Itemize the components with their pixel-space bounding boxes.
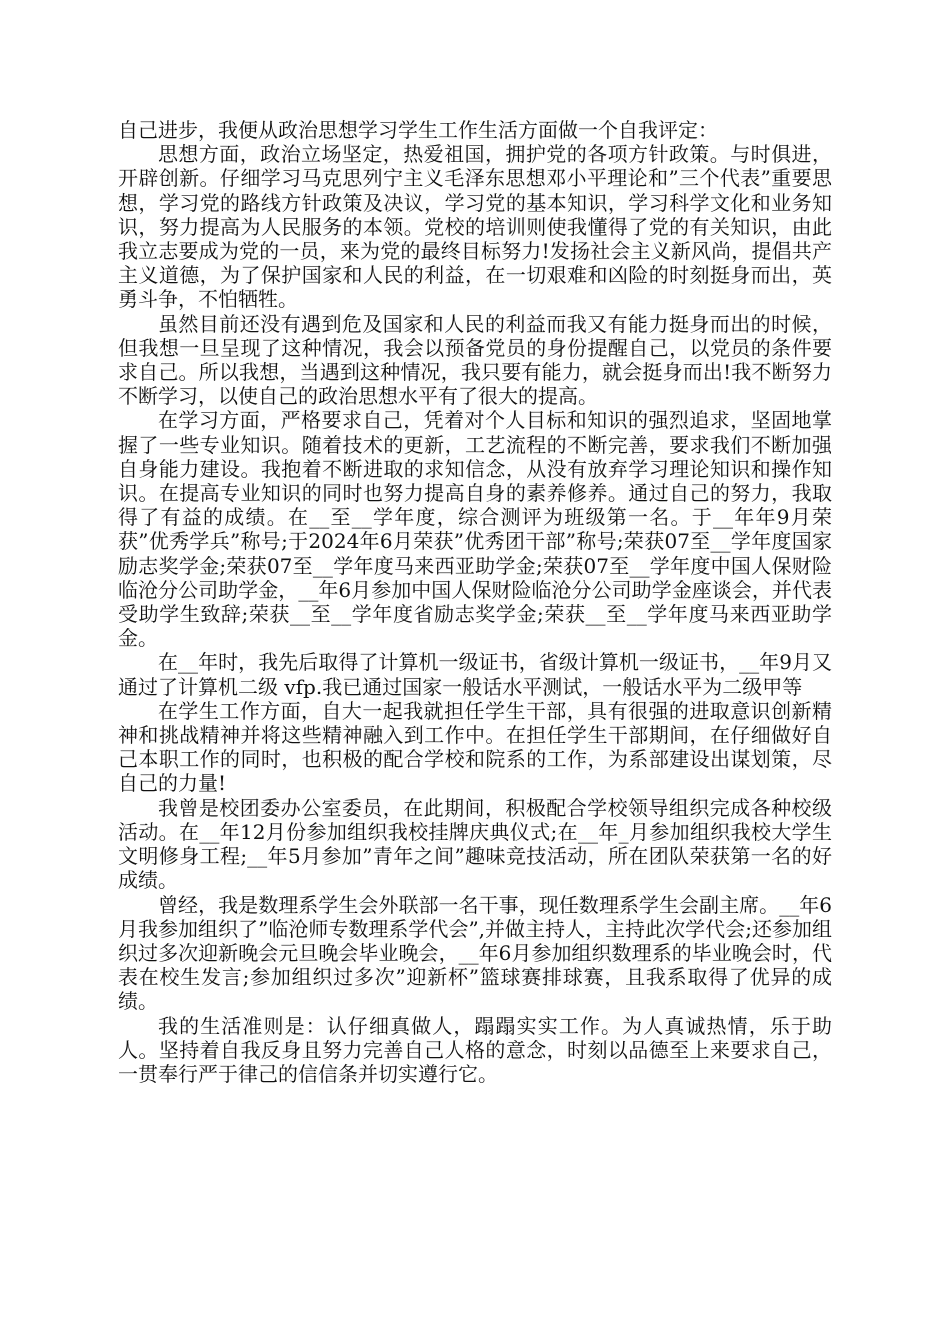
document-page (118, 118, 832, 1086)
paragraph-certificates: 在__年时，我先后取得了计算机一级证书，省级计算机一级证书，__年9月又通过了计算机二级 vfp.我已通过国家一般话水平测试，一般话水平为二级甲等 (118, 650, 832, 699)
paragraph-student-union: 曾经，我是数理系学生会外联部一名干事，现任数理系学生会副主席。__年6月我参加组织了”临沧师专数理系学代会”,并做主持人，主持此次学代会;还参加组织过多次迎新晚会元旦晚会毕业晚会，__年6月参加组织数理系的毕业晚会时，代表在校生发言;参加组织过多次”迎新杯”篮球赛排球赛，且我系取得了优异的成绩。 (118, 892, 832, 1014)
paragraph-ideology: 思想方面，政治立场坚定，热爱祖国，拥护党的各项方针政策。与时俱进，开辟创新。仔细学习马克思列宁主义毛泽东思想邓小平理论和”三个代表”重要思想，学习党的路线方针政策及决议，学习党的基本知识，学习科学文化和业务知识，努力提高为人民服务的本领。党校的培训则使我懂得了党的有关知识，由此我立志要成为党的一员，来为党的最终目标努力!发扬社会主义新风尚，提倡共产主义道德，为了保护国家和人民的利益，在一切艰难和凶险的时刻挺身而出，英勇斗争，不怕牺牲。 (118, 142, 832, 312)
paragraph-life-principles: 我的生活准则是：认仔细真做人，蹋蹋实实工作。为人真诚热情，乐于助人。坚持着自我反身且努力完善自己人格的意念，时刻以品德至上来要求自己，一贯奉行严于律己的信信条并切实遵行它。 (118, 1013, 832, 1086)
paragraph-youth-league: 我曾是校团委办公室委员，在此期间，积极配合学校领导组织完成各种校级活动。在__年12月份参加组织我校挂牌庆典仪式;在__年_月参加组织我校大学生文明修身工程;__年5月参加”青年之间”趣味竞技活动，所在团队荣获第一名的好成绩。 (118, 795, 832, 893)
paragraph-commitment: 虽然目前还没有遇到危及国家和人民的利益而我又有能力挺身而出的时候，但我想一旦呈现了这种情况，我会以预备党员的身份提醒自己，以党员的条件要求自己。所以我想，当遇到这种情况，我只要有能力，就会挺身而出!我不断努力不断学习，以使自己的政治思想水平有了很大的提高。 (118, 311, 832, 409)
paragraph-study: 在学习方面，严格要求自己，凭着对个人目标和知识的强烈追求，坚固地掌握了一些专业知识。随着技术的更新，工艺流程的不断完善，要求我们不断加强自身能力建设。我抱着不断进取的求知信念，从没有放弃学习理论知识和操作知识。在提高专业知识的同时也努力提高自身的素养修养。通过自己的努力，我取得了有益的成绩。在__至__学年度，综合测评为班级第一名。于__年年9月荣获”优秀学兵”称号;于2024年6月荣获”优秀团干部”称号;荣获07至__学年度国家励志奖学金;荣获07至__学年度马来西亚助学金;荣获07至__学年度中国人保财险临沧分公司助学金，__年6月参加中国人保财险临沧分公司助学金座谈会，并代表受助学生致辞;荣获__至__学年度省励志奖学金;荣获__至__学年度马来西亚助学金。 (118, 408, 832, 651)
paragraph-student-work: 在学生工作方面，自大一起我就担任学生干部，具有很强的进取意识创新精神和挑战精神并将这些精神融入到工作中。在担任学生干部期间，在仔细做好自己本职工作的同时，也积极的配合学校和院系的工作，为系部建设出谋划策，尽自己的力量! (118, 698, 832, 796)
paragraph-intro: 自己进步，我便从政治思想学习学生工作生活方面做一个自我评定： (118, 118, 718, 142)
